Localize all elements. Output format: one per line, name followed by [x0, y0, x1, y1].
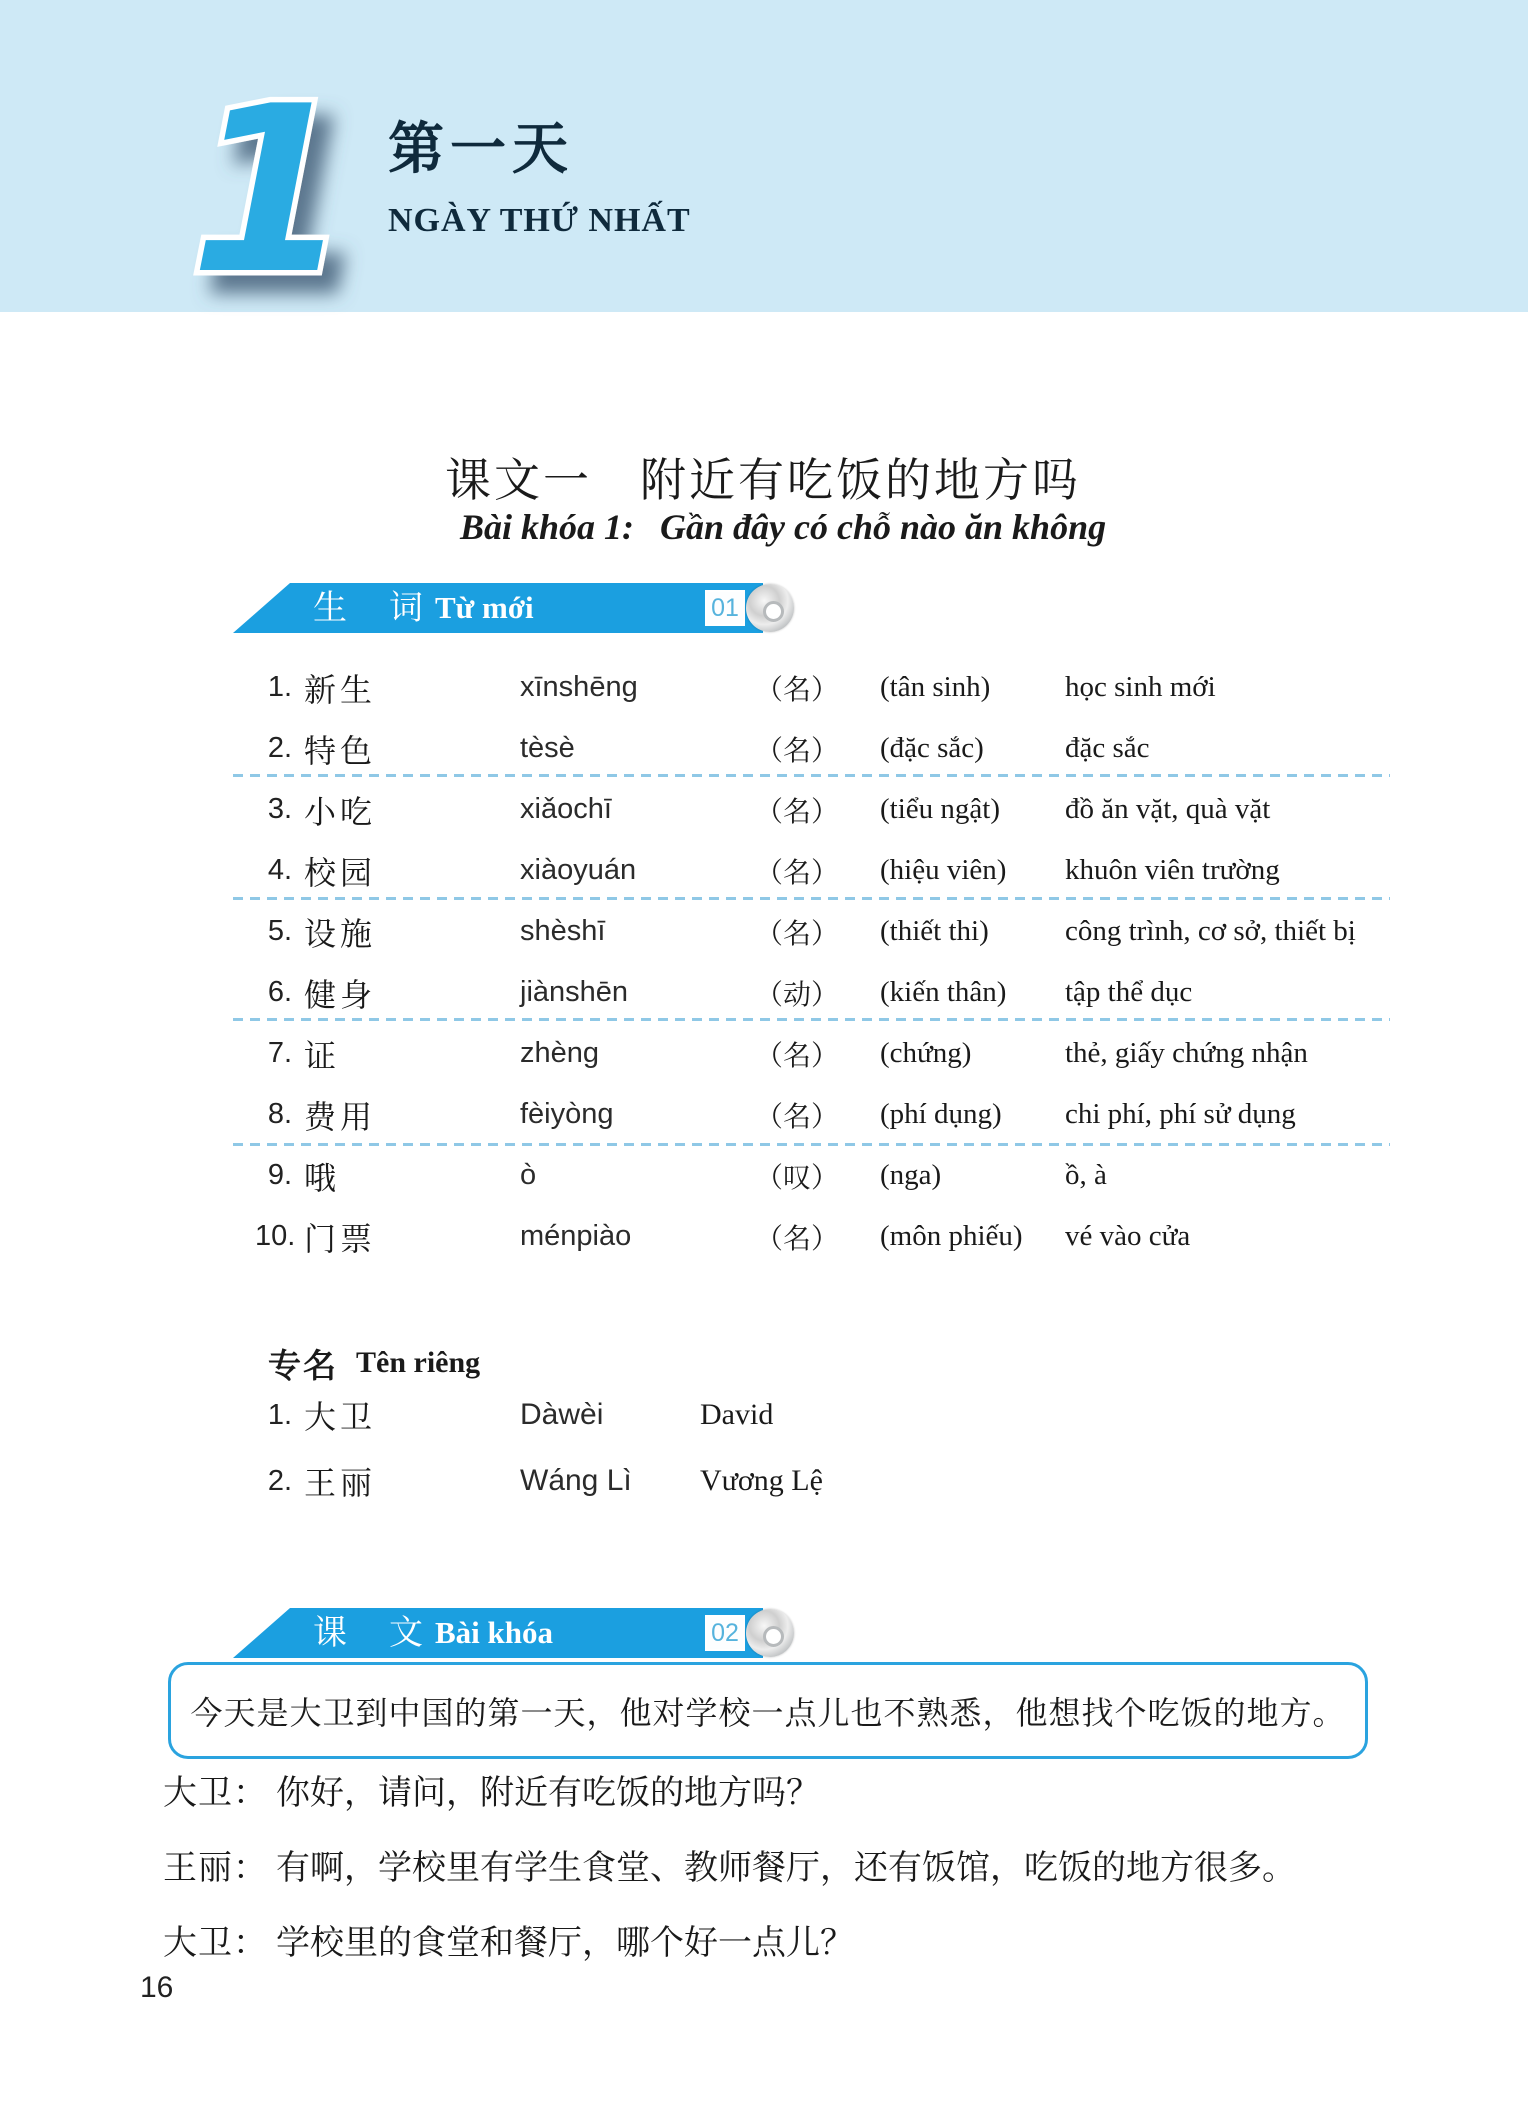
vocab-row — [255, 657, 1390, 718]
vocab-word-zh: 门票 — [304, 1220, 377, 1257]
vocab-pos: （名） — [755, 1101, 840, 1133]
lesson-subtitle-label-vi: Bài khóa 1: — [460, 507, 635, 547]
vocab-pos: （名） — [755, 796, 840, 828]
vocab-row — [255, 1145, 1390, 1206]
vocab-pinyin: tèsè — [520, 732, 575, 764]
vocab-banner-label-zh: 生 词 — [313, 589, 427, 627]
vocab-word-zh: 新生 — [304, 671, 377, 708]
vocab-sino-reading: (thiết thi) — [880, 915, 989, 947]
vocab-sino-reading: (đặc sắc) — [880, 732, 984, 764]
vocab-meaning: chi phí, phí sử dụng — [1065, 1098, 1296, 1130]
vocab-number: 5. — [267, 915, 292, 947]
proper-name-number: 1. — [267, 1398, 292, 1431]
vocab-number: 6. — [267, 976, 292, 1008]
lesson-intro-box — [168, 1662, 1368, 1759]
unit-titles — [388, 118, 691, 240]
vocab-sino-reading: (phí dụng) — [880, 1098, 1002, 1130]
vocab-row — [255, 1023, 1390, 1084]
lesson-title-label-zh: 课文一 — [445, 455, 592, 506]
text-section-banner — [233, 1608, 763, 1658]
vocab-number: 8. — [267, 1098, 292, 1130]
unit-number-text: 1 — [189, 58, 351, 325]
page-number: 16 — [140, 1971, 174, 2004]
proper-name-meaning: David — [700, 1398, 774, 1431]
proper-name-pinyin: Wáng Lì — [520, 1464, 632, 1497]
dialogue-text: 学校里的食堂和餐厅，哪个好一点儿？ — [276, 1925, 854, 1962]
lesson-title-text-zh: 附近有吃饭的地方吗 — [640, 455, 1081, 506]
unit-header-band — [0, 0, 1528, 325]
vocab-number: 1. — [267, 671, 292, 703]
proper-name-pinyin: Dàwèi — [520, 1398, 604, 1431]
vocab-word-zh: 健身 — [304, 976, 377, 1013]
vocab-sino-reading: (hiệu viên) — [880, 854, 1007, 886]
proper-names-table — [255, 1382, 1390, 1514]
vocab-pinyin: zhèng — [520, 1037, 600, 1069]
vocab-row — [255, 840, 1390, 901]
vocab-meaning: học sinh mới — [1065, 671, 1216, 703]
proper-name-zh: 王丽 — [304, 1465, 377, 1501]
vocab-row — [255, 718, 1390, 779]
dialogue — [163, 1752, 1443, 1977]
vocab-pos: （名） — [755, 1040, 840, 1072]
vocab-word-zh: 证 — [304, 1037, 341, 1074]
unit-number-numeral — [150, 55, 390, 325]
vocab-pinyin: xīnshēng — [520, 671, 638, 703]
vocab-number: 9. — [267, 1159, 292, 1191]
vocab-section-banner — [233, 583, 763, 633]
proper-name-meaning: Vương Lệ — [700, 1464, 823, 1497]
vocab-pos: （名） — [755, 857, 840, 889]
vocab-pos: （名） — [755, 918, 840, 950]
unit-title-vi: NGÀY THỨ NHẤT — [388, 202, 691, 239]
vocab-meaning: tập thể dục — [1065, 976, 1193, 1008]
vocab-sino-reading: (tân sinh) — [880, 671, 991, 703]
vocab-pos: （叹） — [755, 1162, 840, 1194]
dashed-divider — [233, 774, 1390, 777]
vocab-word-zh: 哦 — [304, 1159, 341, 1196]
dialogue-line — [163, 1827, 1443, 1902]
vocab-sino-reading: (môn phiếu) — [880, 1220, 1023, 1252]
vocab-table — [255, 657, 1390, 1267]
vocab-number: 7. — [267, 1037, 292, 1069]
dialogue-text: 有啊，学校里有学生食堂、教师餐厅，还有饭馆，吃饭的地方很多。 — [276, 1850, 1296, 1887]
proper-names-heading-vi: Tên riêng — [356, 1346, 481, 1379]
proper-names-heading-zh: 专名 — [268, 1348, 338, 1385]
dashed-divider — [233, 1018, 1390, 1021]
vocab-meaning: đặc sắc — [1065, 732, 1150, 764]
vocab-word-zh: 设施 — [304, 915, 377, 952]
vocab-number: 2. — [267, 732, 292, 764]
dialogue-line — [163, 1902, 1443, 1977]
vocab-row — [255, 962, 1390, 1023]
vocab-pinyin: fèiyòng — [520, 1098, 614, 1130]
vocab-pinyin: ménpiào — [520, 1220, 632, 1252]
vocab-meaning: khuôn viên trường — [1065, 854, 1280, 886]
vocab-word-zh: 校园 — [304, 854, 377, 891]
vocab-pinyin: xiàoyuán — [520, 854, 637, 886]
audio-track-badge: 02 — [705, 1615, 745, 1651]
vocab-sino-reading: (chứng) — [880, 1037, 972, 1069]
proper-names-heading — [268, 1340, 480, 1386]
vocab-row — [255, 1206, 1390, 1267]
dashed-divider — [233, 897, 1390, 900]
vocab-word-zh: 特色 — [304, 732, 377, 769]
vocab-number: 3. — [267, 793, 292, 825]
vocab-pinyin: jiànshēn — [520, 976, 629, 1008]
vocab-row — [255, 901, 1390, 962]
vocab-pos: （名） — [755, 735, 840, 767]
vocab-sino-reading: (nga) — [880, 1159, 942, 1191]
vocab-word-zh: 小吃 — [304, 793, 377, 830]
vocab-meaning: thẻ, giấy chứng nhận — [1065, 1037, 1308, 1069]
vocab-meaning: công trình, cơ sở, thiết bị — [1065, 915, 1356, 947]
text-banner-label-vi: Bài khóa — [435, 1615, 554, 1650]
dialogue-text: 你好，请问，附近有吃饭的地方吗？ — [276, 1775, 820, 1812]
vocab-sino-reading: (tiểu ngật) — [880, 793, 1000, 825]
vocab-meaning: đồ ăn vặt, quà vặt — [1065, 793, 1271, 825]
dialogue-line — [163, 1752, 1443, 1827]
vocab-meaning: ồ, à — [1065, 1159, 1107, 1191]
lesson-title — [445, 448, 1081, 506]
cd-icon — [746, 584, 794, 632]
dialogue-speaker: 大卫： — [163, 1775, 268, 1812]
vocab-pos: （名） — [755, 1223, 840, 1255]
text-banner-label-zh: 课 文 — [313, 1614, 427, 1652]
vocab-meaning: vé vào cửa — [1065, 1220, 1191, 1252]
cd-icon — [746, 1609, 794, 1657]
lesson-subtitle-text-vi: Gần đây có chỗ nào ăn không — [660, 507, 1107, 547]
proper-name-row — [255, 1382, 1390, 1448]
proper-name-row — [255, 1448, 1390, 1514]
vocab-row — [255, 1084, 1390, 1145]
vocab-pinyin: xiǎochī — [520, 793, 612, 825]
lesson-intro-text: 今天是大卫到中国的第一天，他对学校一点儿也不熟悉，他想找个吃饭的地方。 — [190, 1694, 1346, 1731]
dashed-divider — [233, 1143, 1390, 1146]
vocab-number: 4. — [267, 854, 292, 886]
vocab-word-zh: 费用 — [304, 1098, 377, 1135]
vocab-pos: （动） — [755, 979, 840, 1011]
vocab-row — [255, 779, 1390, 840]
vocab-pos: （名） — [755, 674, 840, 706]
proper-name-number: 2. — [267, 1464, 292, 1497]
unit-title-zh: 第一天 — [388, 117, 574, 180]
vocab-banner-label-vi: Từ mới — [435, 590, 534, 625]
vocab-pinyin: ò — [520, 1159, 537, 1191]
lesson-subtitle — [460, 505, 1106, 549]
vocab-sino-reading: (kiến thân) — [880, 976, 1007, 1008]
vocab-pinyin: shèshī — [520, 915, 606, 947]
audio-track-badge: 01 — [705, 590, 745, 626]
proper-name-zh: 大卫 — [304, 1399, 377, 1435]
vocab-number: 10. — [255, 1220, 296, 1252]
dialogue-speaker: 大卫： — [163, 1925, 268, 1962]
dialogue-speaker: 王丽： — [163, 1850, 268, 1887]
